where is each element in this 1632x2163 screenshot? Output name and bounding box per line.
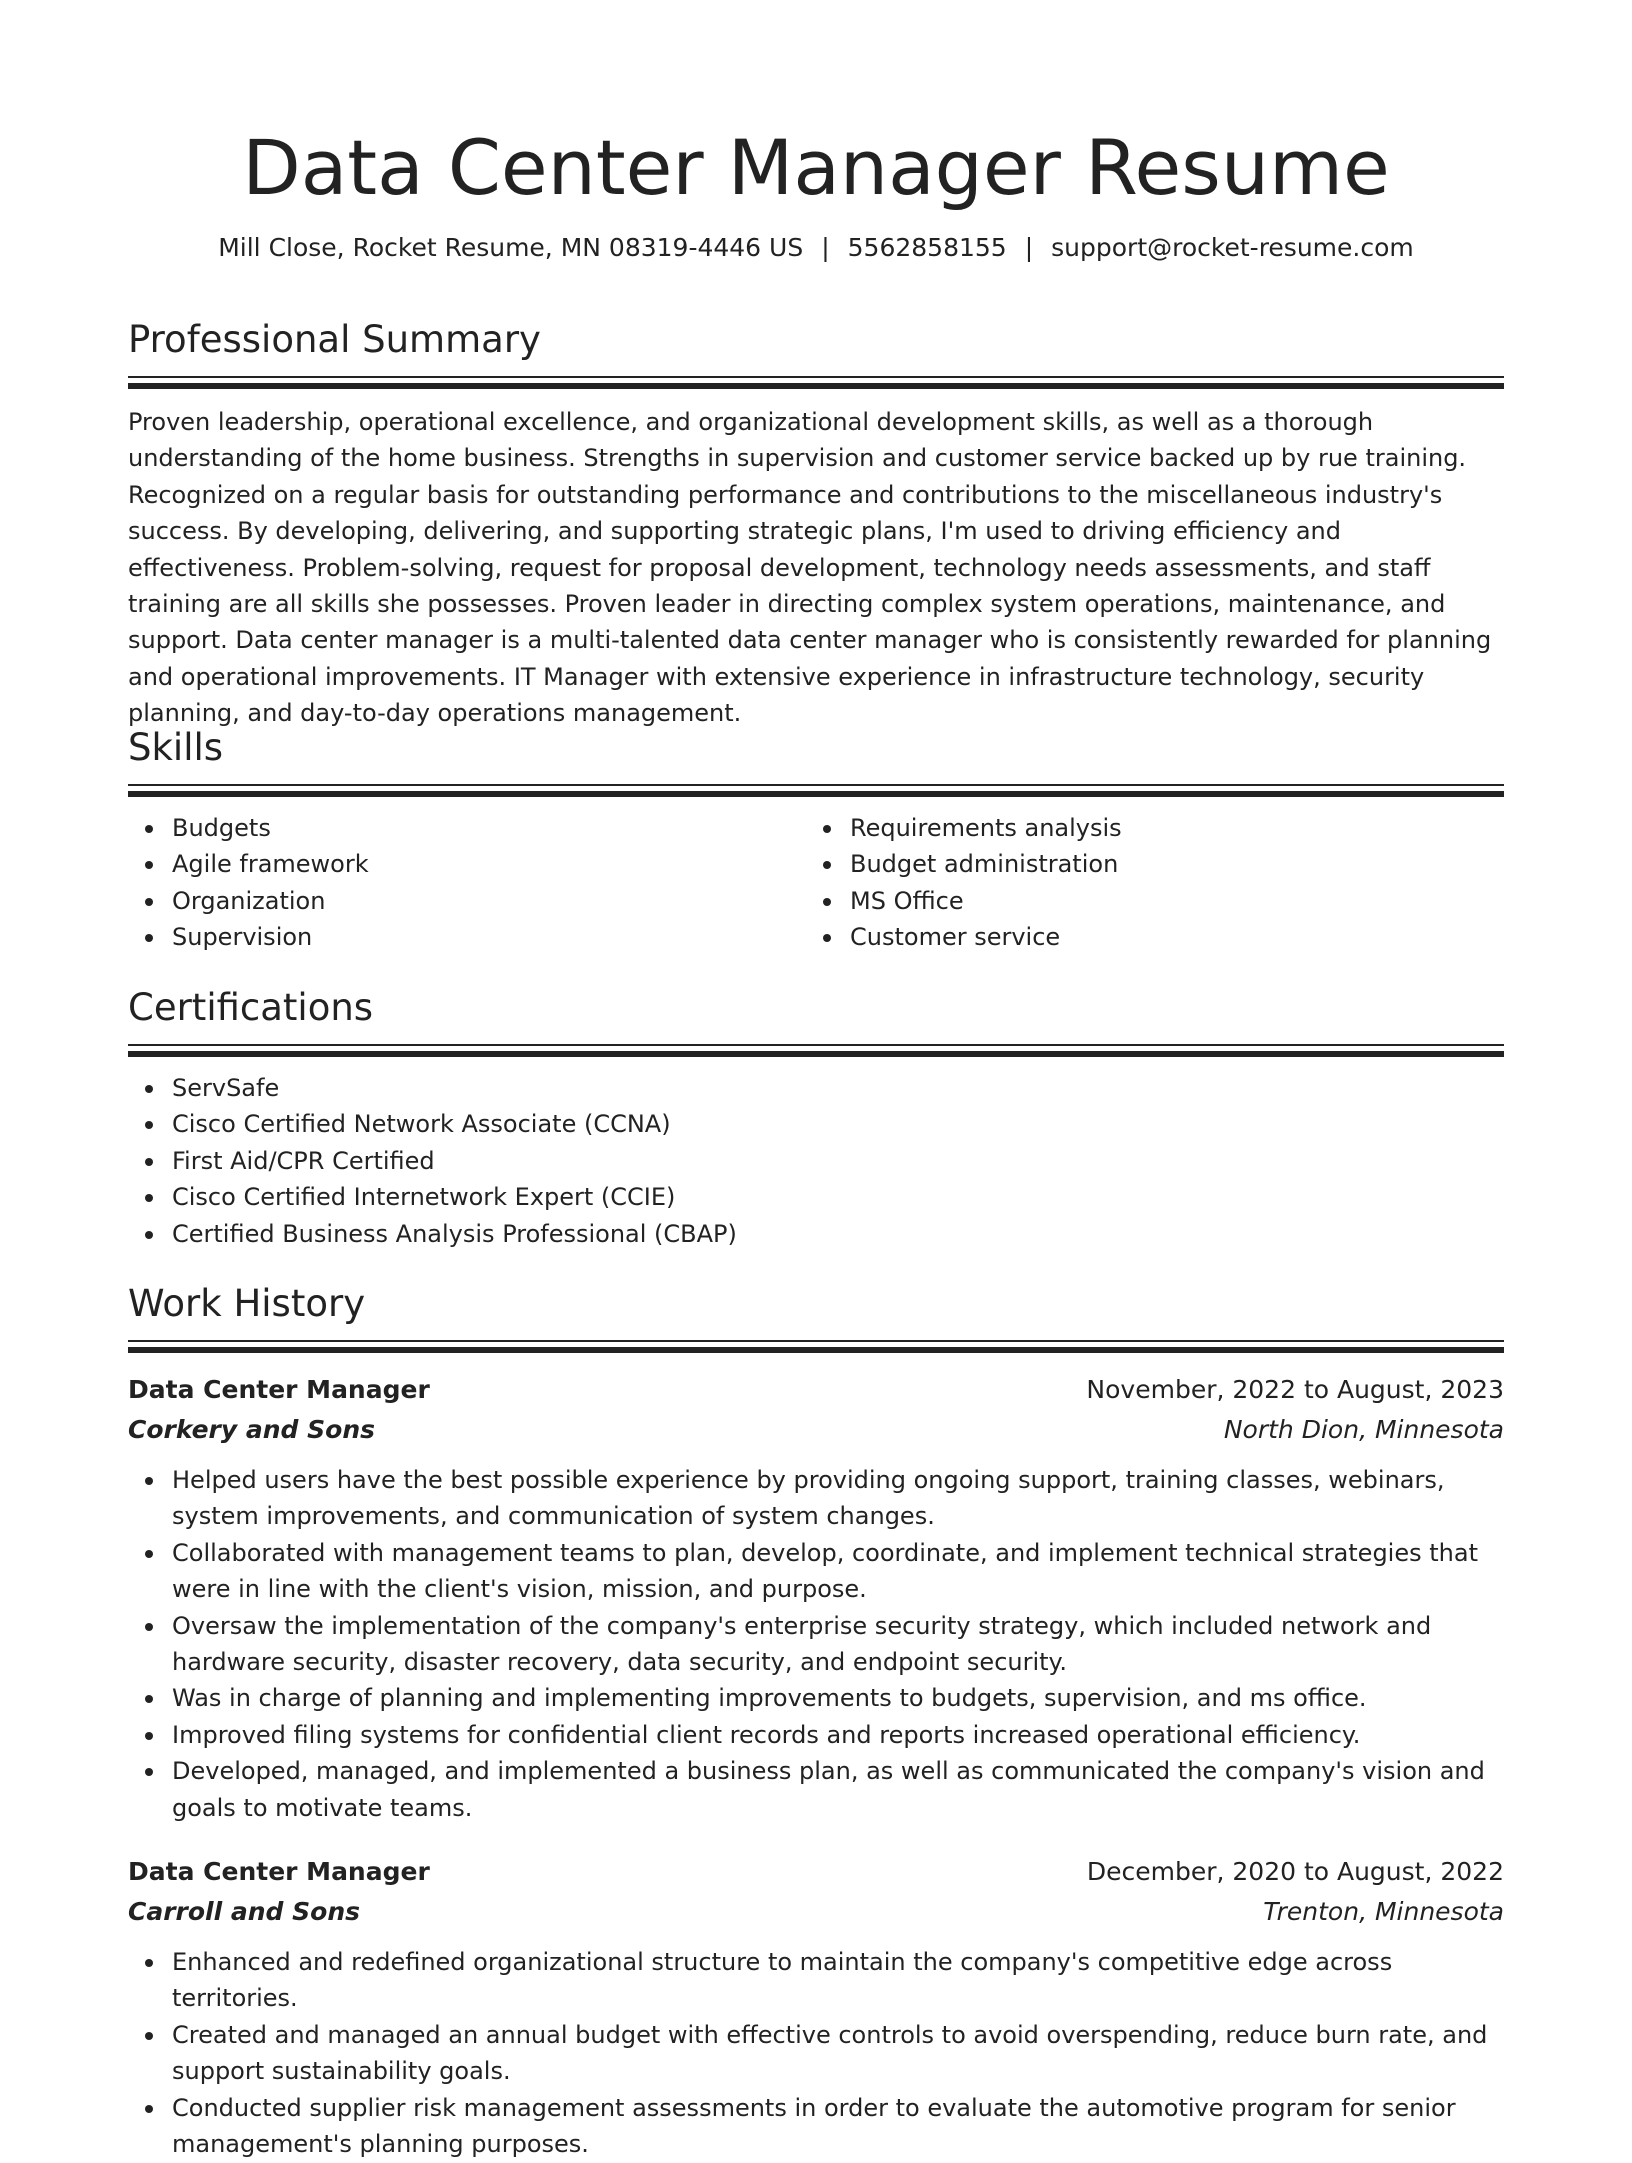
job-entry [128, 1852, 1504, 2162]
summary-text: Proven leadership, operational excellence, and organizational development skills, as well as a thorough understanding of the home business. Strengths in supervision and customer service backed up by rue training. Recognized on a regular basis for outstanding performance and contributions to the miscellaneous industry's success. By developing, delivering, and supporting strategic plans, I'm used to driving efficiency and effectiveness. Problem-solving, request for proposal development, technology needs assessments, and staff training are all skills she possesses. Proven leader in directing complex system operations, maintenance, and support. Data center manager is a multi-talented data center manager who is consistently rewarded for planning and operational improvements. IT Manager with extensive experience in infrastructure technology, security planning, and day-to-day operations management. [128, 408, 1492, 728]
job-company-row [128, 1410, 1504, 1450]
resume-page [128, 0, 1504, 2159]
certifications-section [128, 984, 1504, 1252]
job-bullets [128, 1462, 1504, 1826]
skill-item: Agile framework [172, 846, 806, 882]
work-history-section [128, 1280, 1504, 2163]
job-title: Data Center Manager [128, 1375, 430, 1404]
job-entry [128, 1370, 1504, 1826]
job-bullet: Was in charge of planning and implementing improvements to budgets, supervision, and ms office. [172, 1680, 1504, 1716]
job-bullet: Conducted supplier risk management assessments in order to evaluate the automotive program for senior management's planning purposes. [172, 2090, 1504, 2163]
contact-email[interactable]: support@rocket-resume.com [1051, 233, 1414, 262]
summary-section [128, 316, 1504, 732]
skill-item: Requirements analysis [850, 810, 1484, 846]
job-dates: December, 2020 to August, 2022 [1086, 1857, 1504, 1887]
job-bullet: Created and managed an annual budget with effective controls to avoid overspending, reduce burn rate, and support sustainability goals. [172, 2017, 1504, 2090]
job-dates: November, 2022 to August, 2023 [1086, 1375, 1504, 1404]
job-header-row [128, 1852, 1504, 1892]
certification-item: ServSafe [172, 1070, 1504, 1106]
job-location: Trenton, Minnesota [1263, 1897, 1504, 1927]
job-title: Data Center Manager [128, 1857, 430, 1887]
job-bullet: Helped users have the best possible experience by providing ongoing support, training classes, webinars, system improvements, and communication of system changes. [172, 1462, 1504, 1535]
job-company: Corkery and Sons [128, 1415, 375, 1444]
section-divider [128, 784, 1504, 798]
skills-list-right [806, 810, 1484, 956]
certification-item: Cisco Certified Internetwork Expert (CCIE) [172, 1179, 1504, 1215]
skill-item: Customer service [850, 919, 1484, 955]
skills-list-left [128, 810, 806, 956]
certification-item: First Aid/CPR Certified [172, 1143, 1504, 1179]
section-divider [128, 1340, 1504, 1354]
skill-item: Organization [172, 883, 806, 919]
job-bullet: Enhanced and redefined organizational structure to maintain the company's competitive edge across territories. [172, 1944, 1504, 2017]
skill-item: MS Office [850, 883, 1484, 919]
contact-address: Mill Close, Rocket Resume, MN 08319-4446 US [218, 233, 804, 262]
skills-columns [128, 810, 1504, 956]
resume-title: Data Center Manager Resume [242, 123, 1390, 212]
certifications-heading: Certifications [128, 986, 374, 1029]
contact-phone: 5562858155 [847, 233, 1007, 262]
skills-heading: Skills [128, 726, 224, 769]
summary-heading: Professional Summary [128, 318, 541, 361]
job-location: North Dion, Minnesota [1223, 1415, 1504, 1444]
contact-line [128, 232, 1504, 264]
job-bullet: Oversaw the implementation of the company's enterprise security strategy, which included network and hardware security, disaster recovery, data security, and endpoint security. [172, 1608, 1504, 1681]
contact-separator: | [1024, 233, 1034, 262]
skill-item: Budget administration [850, 846, 1484, 882]
work-history-heading: Work History [128, 1282, 366, 1325]
skill-item: Budgets [172, 810, 806, 846]
job-company: Carroll and Sons [128, 1897, 361, 1927]
section-divider [128, 1044, 1504, 1058]
contact-separator: | [821, 233, 830, 262]
section-divider [128, 376, 1504, 390]
job-bullet: Improved filing systems for confidential client records and reports increased operational efficiency. [172, 1717, 1504, 1753]
job-bullet: Collaborated with management teams to plan, develop, coordinate, and implement technical strategies that were in line with the client's vision, mission, and purpose. [172, 1535, 1504, 1608]
certification-item: Certified Business Analysis Professional (CBAP) [172, 1216, 1504, 1252]
job-company-row [128, 1892, 1504, 1932]
skill-item: Supervision [172, 919, 806, 955]
skills-column-left [128, 810, 806, 956]
job-header-row [128, 1370, 1504, 1410]
certifications-list [128, 1070, 1504, 1252]
skills-column-right [806, 810, 1484, 956]
certification-item: Cisco Certified Network Associate (CCNA) [172, 1106, 1504, 1142]
job-bullet: Developed, managed, and implemented a business plan, as well as communicated the company's vision and goals to motivate teams. [172, 1753, 1504, 1826]
job-bullets [128, 1944, 1504, 2162]
skills-section [128, 724, 1504, 956]
